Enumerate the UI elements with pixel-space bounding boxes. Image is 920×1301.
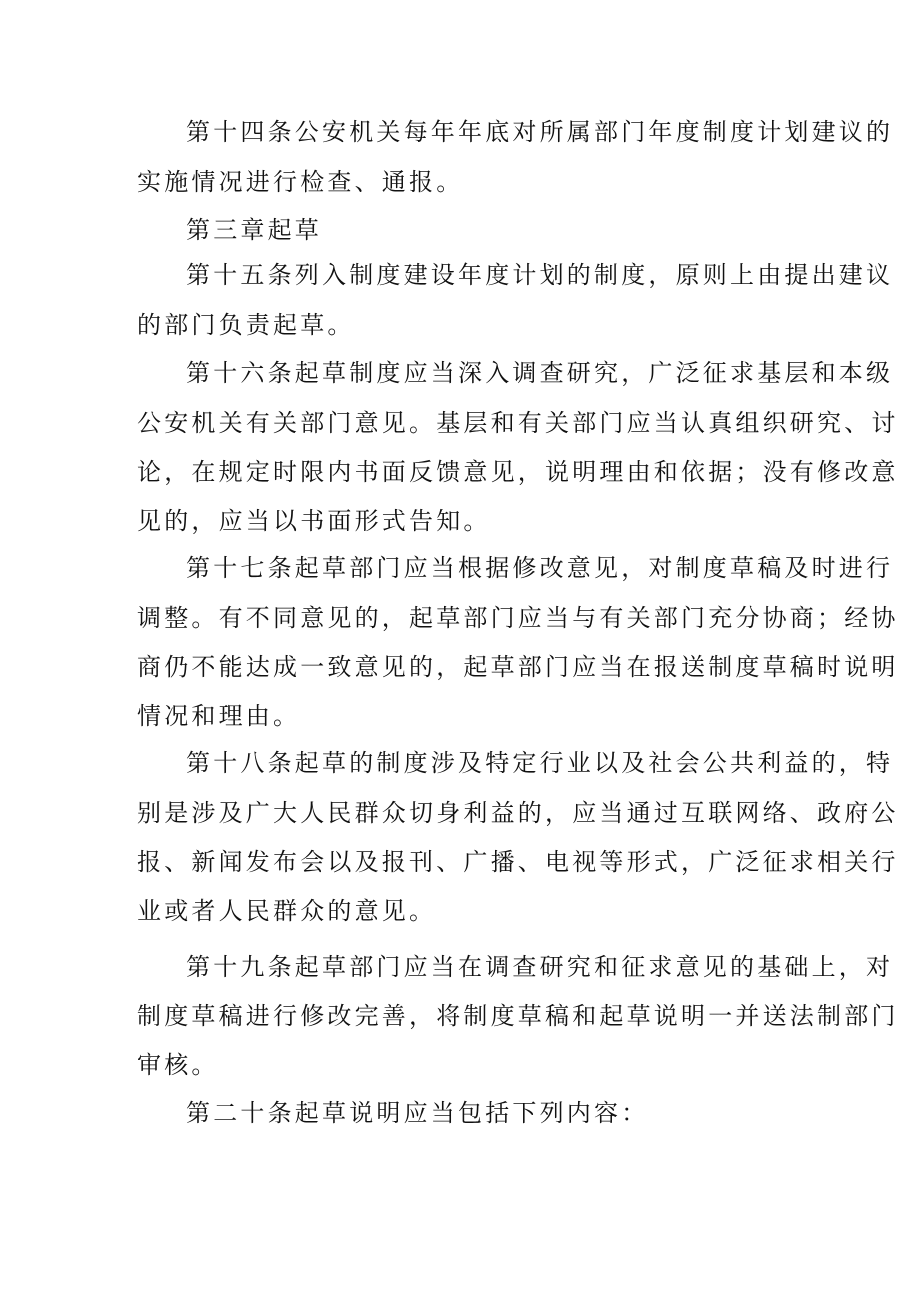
paragraph-line: 第十九条起草部门应当在调查研究和征求意见的基础上，对 bbox=[186, 953, 894, 981]
paragraph-line: 业或者人民群众的意见。 bbox=[137, 897, 437, 925]
paragraph-line: 情况和理由。 bbox=[137, 702, 301, 730]
paragraph-line: 的部门负责起草。 bbox=[137, 311, 355, 339]
paragraph-line: 第十七条起草部门应当根据修改意见，对制度草稿及时进行 bbox=[186, 554, 894, 582]
paragraph-line: 报、新闻发布会以及报刊、广播、电视等形式，广泛征求相关行 bbox=[137, 848, 899, 876]
paragraph-line: 第十五条列入制度建设年度计划的制度，原则上由提出建议 bbox=[186, 261, 894, 289]
paragraph-line: 商仍不能达成一致意见的，起草部门应当在报送制度草稿时说明 bbox=[137, 653, 899, 681]
paragraph-line: 第二十条起草说明应当包括下列内容： bbox=[186, 1099, 649, 1127]
paragraph-line: 调整。有不同意见的，起草部门应当与有关部门充分协商；经协 bbox=[137, 604, 899, 632]
paragraph-line: 公安机关有关部门意见。基层和有关部门应当认真组织研究、讨 bbox=[137, 409, 899, 437]
paragraph-line: 第十八条起草的制度涉及特定行业以及社会公共利益的，特 bbox=[186, 749, 894, 777]
paragraph-line: 制度草稿进行修改完善，将制度草稿和起草说明一并送法制部门 bbox=[137, 1002, 899, 1030]
paragraph-line: 别是涉及广大人民群众切身利益的，应当通过互联网络、政府公 bbox=[137, 799, 899, 827]
paragraph-line: 审核。 bbox=[137, 1051, 219, 1079]
paragraph-line: 第十六条起草制度应当深入调查研究，广泛征求基层和本级 bbox=[186, 359, 894, 387]
chapter-heading: 第三章起草 bbox=[186, 216, 322, 244]
paragraph-line: 实施情况进行检查、通报。 bbox=[137, 168, 464, 196]
paragraph-line: 见的，应当以书面形式告知。 bbox=[137, 507, 491, 535]
paragraph-line: 论，在规定时限内书面反馈意见，说明理由和依据；没有修改意 bbox=[137, 458, 899, 486]
paragraph-line: 第十四条公安机关每年年底对所属部门年度制度计划建议的 bbox=[186, 118, 894, 146]
